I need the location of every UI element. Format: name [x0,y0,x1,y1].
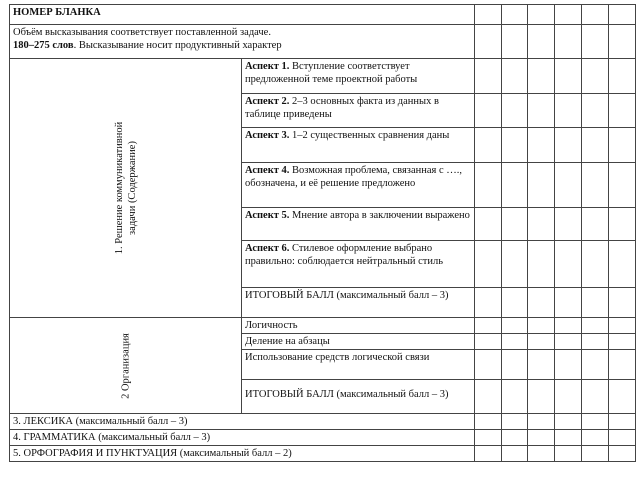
score-cell[interactable] [528,94,555,128]
score-cell[interactable] [475,241,502,288]
score-cell[interactable] [609,59,636,94]
section1-label [113,122,139,255]
section5-label: 5. ОРФОГРАФИЯ И ПУНКТУАЦИЯ (максимальный балл – 2) [10,446,475,462]
section3-label: 3. ЛЕКСИКА (максимальный балл – 3) [10,414,475,430]
section1-label-line1: 1. Решение коммуникативной [113,121,125,255]
aspect-1 [242,59,475,94]
organization-item: Использование средств логической связи [242,350,475,380]
score-cell[interactable] [609,446,636,462]
score-cell[interactable] [528,59,555,94]
organization-item: Деление на абзацы [242,334,475,350]
score-cell[interactable] [555,288,582,318]
aspect-label: Аспект 4. [245,165,290,176]
score-cell[interactable] [609,5,636,25]
score-cell[interactable] [475,288,502,318]
score-cell[interactable] [502,208,528,241]
score-cell[interactable] [609,25,636,59]
score-cell[interactable] [502,430,528,446]
intro-text [10,25,475,59]
aspect-text: 1–2 существенных сравнения даны [289,130,450,141]
section2-label-cell [10,318,242,414]
score-cell[interactable] [555,128,582,163]
score-cell[interactable] [609,288,636,318]
score-cell[interactable] [475,430,502,446]
organization-row [10,318,636,334]
score-cell[interactable] [528,163,555,208]
score-cell[interactable] [555,163,582,208]
score-cell[interactable] [502,350,528,380]
score-cell[interactable] [582,241,609,288]
score-cell[interactable] [582,414,609,430]
section1-label-line2: задачи (Содержание) [126,141,138,235]
score-cell[interactable] [475,318,502,334]
intro-words: 180–275 слов [13,40,74,51]
score-cell[interactable] [502,334,528,350]
score-cell[interactable] [555,380,582,414]
lexis-row [10,414,636,430]
intro-line2: . Высказывание носит продуктивный характер [73,40,282,51]
aspect-label: Аспект 2. [245,96,290,107]
aspect-label: Аспект 3. [245,130,290,141]
score-cell[interactable] [609,430,636,446]
aspect-text: 2–3 основных факта из данных в таблице приведены [245,96,439,120]
score-cell[interactable] [582,380,609,414]
aspect-5 [242,208,475,241]
assessment-table [9,4,636,462]
score-cell[interactable] [528,430,555,446]
aspect-label: Аспект 6. [245,243,290,254]
score-cell[interactable] [475,414,502,430]
score-cell[interactable] [555,334,582,350]
score-cell[interactable] [502,94,528,128]
score-cell[interactable] [475,446,502,462]
score-cell[interactable] [609,128,636,163]
score-cell[interactable] [609,208,636,241]
score-cell[interactable] [555,59,582,94]
score-cell[interactable] [555,430,582,446]
score-cell[interactable] [475,94,502,128]
score-cell[interactable] [528,5,555,25]
score-cell[interactable] [582,350,609,380]
score-cell[interactable] [582,94,609,128]
score-cell[interactable] [475,208,502,241]
score-cell[interactable] [582,59,609,94]
score-cell[interactable] [609,318,636,334]
score-cell[interactable] [609,163,636,208]
score-cell[interactable] [555,208,582,241]
score-cell[interactable] [528,446,555,462]
score-cell[interactable] [582,446,609,462]
aspect-row [10,59,636,94]
score-cell[interactable] [502,288,528,318]
score-cell[interactable] [609,380,636,414]
spelling-row [10,446,636,462]
score-cell[interactable] [502,163,528,208]
score-cell[interactable] [528,380,555,414]
score-cell[interactable] [475,25,502,59]
score-cell[interactable] [475,128,502,163]
score-cell[interactable] [528,25,555,59]
score-cell[interactable] [528,208,555,241]
score-cell[interactable] [609,94,636,128]
form-title: НОМЕР БЛАНКА [10,5,475,25]
grammar-row [10,430,636,446]
intro-row [10,25,636,59]
assessment-form [9,4,635,480]
score-cell[interactable] [502,446,528,462]
score-cell[interactable] [502,59,528,94]
score-cell[interactable] [609,414,636,430]
score-cell[interactable] [555,414,582,430]
score-cell[interactable] [555,5,582,25]
score-cell[interactable] [555,241,582,288]
score-cell[interactable] [528,318,555,334]
score-cell[interactable] [555,446,582,462]
section1-total: ИТОГОВЫЙ БАЛЛ (максимальный балл – 3) [242,288,475,318]
score-cell[interactable] [502,25,528,59]
score-cell[interactable] [475,5,502,25]
aspect-6 [242,241,475,288]
section2-total: ИТОГОВЫЙ БАЛЛ (максимальный балл – 3) [242,380,475,414]
score-cell[interactable] [609,334,636,350]
score-cell[interactable] [502,5,528,25]
score-cell[interactable] [582,334,609,350]
score-cell[interactable] [528,334,555,350]
score-cell[interactable] [528,288,555,318]
score-cell[interactable] [609,350,636,380]
score-cell[interactable] [528,128,555,163]
aspect-text: Вступление соответствует предложенной теме проектной работы [245,61,418,85]
score-cell[interactable] [528,241,555,288]
score-cell[interactable] [582,128,609,163]
score-cell[interactable] [609,241,636,288]
score-cell[interactable] [582,25,609,59]
score-cell[interactable] [555,318,582,334]
score-cell[interactable] [475,59,502,94]
section4-label: 4. ГРАММАТИКА (максимальный балл – 3) [10,430,475,446]
aspect-text: Стилевое оформление выбрано правильно: соблюдается нейтральный стиль [245,243,444,267]
aspect-label: Аспект 1. [245,61,290,72]
score-cell[interactable] [528,350,555,380]
organization-item: Логичность [242,318,475,334]
score-cell[interactable] [582,288,609,318]
score-cell[interactable] [555,94,582,128]
score-cell[interactable] [528,414,555,430]
score-cell[interactable] [555,25,582,59]
section2-label-text: 2 Организация [120,332,131,399]
score-cell[interactable] [555,350,582,380]
score-cell[interactable] [582,430,609,446]
aspect-text: Мнение автора в заключении выражено [289,210,470,221]
section1-label-cell [10,59,242,318]
score-cell[interactable] [582,208,609,241]
aspect-2 [242,94,475,128]
score-cell[interactable] [502,128,528,163]
score-cell[interactable] [582,5,609,25]
aspect-4 [242,163,475,208]
aspect-label: Аспект 5. [245,210,290,221]
title-row [10,5,636,25]
aspect-3 [242,128,475,163]
score-cell[interactable] [475,380,502,414]
score-cell[interactable] [582,163,609,208]
section2-label [119,333,132,399]
score-cell[interactable] [475,350,502,380]
score-cell[interactable] [502,318,528,334]
score-cell[interactable] [475,334,502,350]
score-cell[interactable] [502,241,528,288]
score-cell[interactable] [475,163,502,208]
intro-line1: Объём высказывания соответствует поставленной задаче. [13,27,271,38]
score-cell[interactable] [502,414,528,430]
score-cell[interactable] [502,380,528,414]
aspect-text: Возможная проблема, связанная с …., обозначена, и её решение предложено [245,165,462,189]
score-cell[interactable] [582,318,609,334]
